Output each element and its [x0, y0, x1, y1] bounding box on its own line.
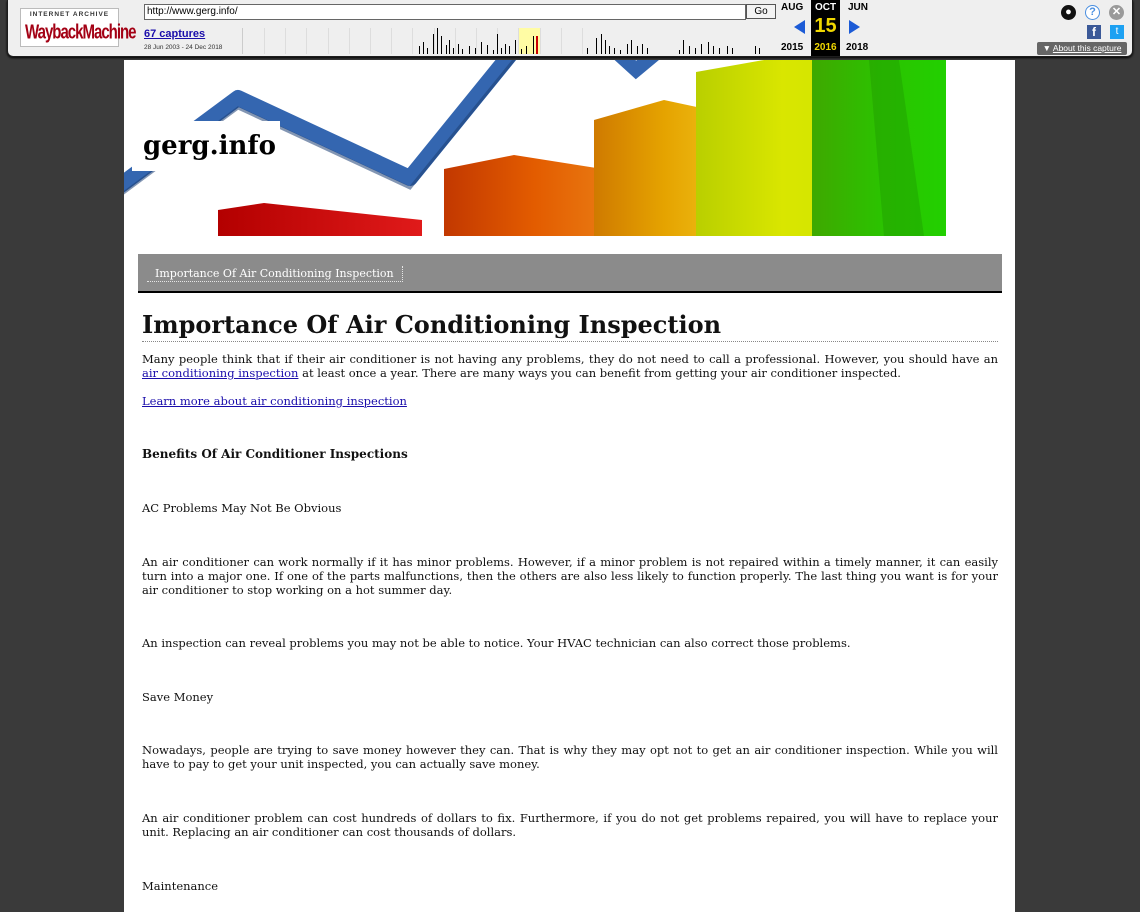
site-title[interactable]: gerg.info — [132, 121, 280, 171]
sparkline-bar — [453, 48, 454, 54]
sparkline-bar — [609, 46, 610, 54]
sparkline-bar — [441, 36, 442, 54]
wayback-current-capture — [811, 0, 840, 56]
article — [142, 310, 998, 893]
sparkline-bar — [419, 46, 420, 54]
sparkline-bar — [505, 44, 506, 54]
wayback-toolbar-panel — [7, 0, 1133, 57]
paragraph-inspection: An inspection can reveal problems you may not be able to notice. Your HVAC technician can also correct those problems. — [142, 636, 851, 650]
wayback-current-day: 15 — [814, 15, 837, 37]
wayback-go-button[interactable]: Go — [746, 4, 776, 19]
wayback-date-range: 28 Jun 2003 - 24 Dec 2018 — [144, 44, 223, 51]
sparkline-bar — [509, 46, 510, 54]
article-heading: Importance Of Air Conditioning Inspection — [142, 310, 998, 342]
sparkline-year-cell[interactable] — [391, 28, 413, 54]
sparkline-year-cell[interactable] — [349, 28, 371, 54]
user-icon[interactable]: ● — [1061, 5, 1076, 20]
air-conditioning-inspection-link[interactable]: air conditioning inspection — [142, 366, 299, 380]
nav-item-home[interactable]: Importance Of Air Conditioning Inspection — [147, 266, 403, 282]
sparkline-bar — [605, 40, 606, 54]
wayback-captures-link[interactable]: 67 captures — [144, 28, 206, 40]
sparkline-bar — [475, 48, 476, 54]
wayback-logo[interactable] — [20, 8, 136, 47]
intro-text-after: at least once a year. There are many ways you can benefit from getting your air conditioner inspected. — [298, 366, 901, 380]
sparkline-bar — [759, 48, 760, 54]
wayback-logo-top: INTERNET ARCHIVE — [29, 11, 110, 18]
sparkline-year-cell[interactable] — [540, 28, 562, 54]
sparkline-bar — [481, 42, 482, 54]
sparkline-bar — [701, 44, 702, 54]
facebook-icon[interactable]: f — [1087, 25, 1101, 39]
subheading-save-money: Save Money — [142, 690, 214, 704]
sparkline-bar — [449, 40, 450, 54]
sparkline-bar — [601, 34, 602, 54]
chevron-down-icon: ▼ — [1042, 43, 1051, 53]
sparkline-bar — [526, 46, 527, 54]
sparkline-bar — [631, 40, 632, 54]
wayback-current-month: OCT — [814, 2, 837, 13]
sparkline-bar — [620, 50, 621, 54]
sparkline-current-capture-marker — [536, 36, 538, 54]
nav-bar — [138, 254, 1002, 293]
sparkline-year-cell[interactable] — [243, 28, 265, 54]
sparkline-bar — [487, 45, 488, 54]
close-icon[interactable]: ✕ — [1109, 5, 1124, 20]
header-banner — [124, 60, 1015, 236]
sparkline-bar — [533, 36, 534, 54]
about-capture-button[interactable] — [1037, 42, 1127, 55]
sparkline-bar — [493, 50, 494, 54]
wayback-logo-bottom: WaybackMachine — [25, 21, 136, 44]
sparkline-bar — [695, 48, 696, 54]
about-capture-label: About this capture — [1052, 43, 1122, 53]
sparkline-year-cell[interactable] — [328, 28, 350, 54]
sparkline-bar — [515, 40, 516, 54]
sparkline-year-cell[interactable] — [264, 28, 286, 54]
sparkline-bar — [469, 46, 470, 54]
sparkline-bar — [732, 48, 733, 54]
sparkline-year-cell[interactable] — [370, 28, 392, 54]
sparkline-bar — [587, 48, 588, 54]
sparkline-bar — [521, 49, 522, 54]
wayback-url-input[interactable]: http://www.gerg.info/ — [144, 4, 746, 20]
wayback-next-month[interactable]: JUN — [848, 2, 869, 13]
sparkline-bar — [727, 46, 728, 54]
sparkline-year-cell[interactable] — [561, 28, 583, 54]
sparkline-bar — [637, 46, 638, 54]
sparkline-bar — [497, 34, 498, 54]
help-icon[interactable]: ? — [1085, 5, 1100, 20]
learn-more-paragraph — [142, 394, 998, 408]
sparkline-bar — [501, 48, 502, 54]
wayback-sparkline[interactable] — [242, 28, 783, 54]
wayback-prev-year[interactable]: 2015 — [781, 42, 804, 53]
sparkline-bar — [462, 49, 463, 54]
sparkline-bar — [755, 46, 756, 54]
wayback-prev-month[interactable]: AUG — [781, 2, 804, 13]
wayback-current-year: 2016 — [814, 42, 837, 53]
benefits-heading: Benefits Of Air Conditioner Inspections — [142, 447, 408, 461]
sparkline-year-cell[interactable] — [307, 28, 329, 54]
subheading-maintenance: Maintenance — [142, 879, 219, 893]
sparkline-bar — [689, 46, 690, 54]
subheading-problems: AC Problems May Not Be Obvious — [142, 501, 342, 515]
learn-more-link[interactable]: Learn more about air conditioning inspection — [142, 394, 407, 408]
sparkline-bar — [596, 38, 597, 54]
intro-paragraph — [142, 352, 998, 380]
next-capture-arrow-icon[interactable] — [849, 20, 860, 34]
sparkline-bar — [458, 44, 459, 54]
twitter-icon[interactable]: t — [1110, 25, 1124, 39]
sparkline-bar — [713, 46, 714, 54]
sparkline-bar — [627, 44, 628, 54]
sparkline-bar — [614, 48, 615, 54]
paragraph-save-money: Nowadays, people are trying to save money however they can. That is why they may opt not to get an air conditioner inspection. While you will have to pay to get your unit inspected, you can actually save money. — [142, 743, 998, 771]
sparkline-bar — [683, 40, 684, 54]
page-container — [124, 60, 1015, 912]
paragraph-cost: An air conditioner problem can cost hundreds of dollars to fix. Furthermore, if you do not get problems repaired, you will have to replace your unit. Replacing an air conditioner can cost thousands of dollars. — [142, 811, 998, 839]
wayback-toolbar — [0, 0, 1140, 60]
sparkline-bar — [708, 42, 709, 54]
sparkline-bar — [433, 34, 434, 54]
sparkline-bar — [446, 45, 447, 54]
prev-capture-arrow-icon[interactable] — [794, 20, 805, 34]
sparkline-bar — [679, 50, 680, 54]
intro-text-before: Many people think that if their air conditioner is not having any problems, they do not need to call a professional. However, you should have an — [142, 352, 998, 366]
paragraph-problems: An air conditioner can work normally if it has minor problems. However, if a minor problem is not repaired within a timely manner, it can easily turn into a major one. If one of the parts malfunctions, then the others are also less likely to function properly. The last thing you want is for your air conditioner to stop working on a hot summer day. — [142, 555, 998, 597]
wayback-next-year[interactable]: 2018 — [846, 42, 869, 53]
sparkline-bar — [427, 48, 428, 54]
sparkline-bar — [437, 28, 438, 54]
sparkline-bar — [719, 48, 720, 54]
sparkline-bar — [423, 42, 424, 54]
sparkline-year-cell[interactable] — [285, 28, 307, 54]
sparkline-bar — [642, 44, 643, 54]
sparkline-bar — [647, 48, 648, 54]
